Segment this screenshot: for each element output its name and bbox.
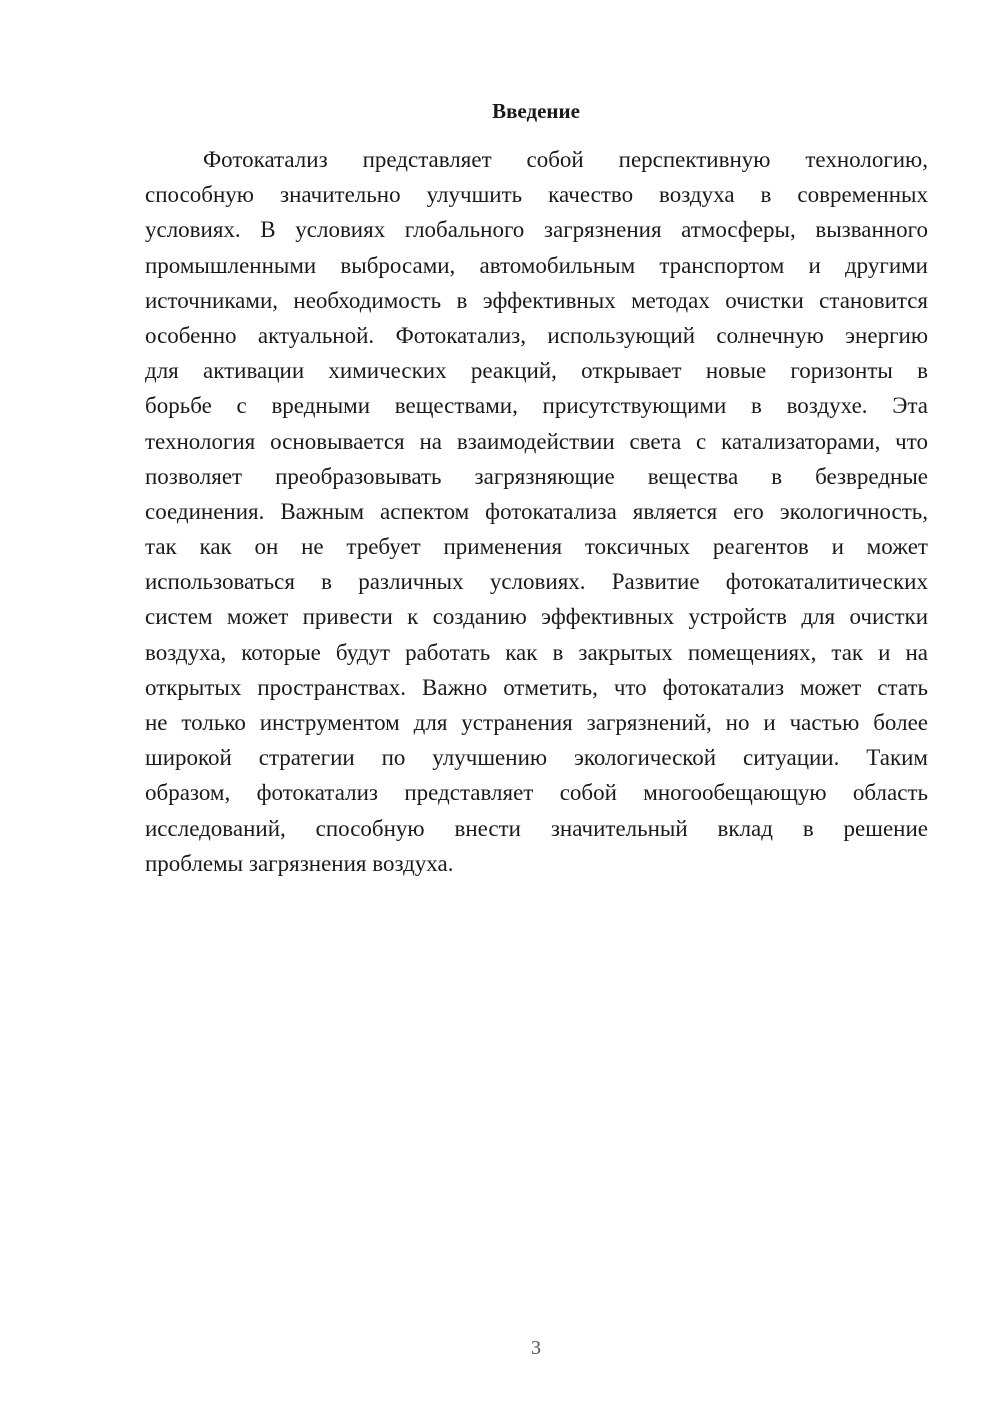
introduction-paragraph	[145, 142, 928, 881]
paragraph-line: не только инструментом для устранения загрязнений, но и частью более	[145, 710, 928, 735]
paragraph-line: борьбе с вредными веществами, присутствующими в воздухе. Эта	[145, 393, 928, 419]
paragraph-line: образом, фотокатализ представляет собой многообещающую область	[145, 780, 928, 806]
paragraph-line: промышленными выбросами, автомобильным транспортом и другими	[145, 252, 928, 278]
paragraph-line: широкой стратегии по улучшению экологической ситуации. Таким	[145, 745, 928, 771]
paragraph-line: особенно актуальной. Фотокатализ, использующий солнечную энергию	[145, 322, 928, 348]
page-number: 3	[531, 1337, 541, 1359]
paragraph-line: соединения. Важным аспектом фотокатализа является его экологичность,	[145, 498, 928, 524]
paragraph-line: проблемы загрязнения воздуха.	[145, 850, 454, 876]
paragraph-line: способную значительно улучшить качество воздуха в современных	[145, 182, 928, 208]
paragraph-line: воздуха, которые будут работать как в закрытых помещениях, так и на	[145, 639, 928, 665]
paragraph-line: условиях. В условиях глобального загрязнения атмосферы, вызванного	[145, 217, 928, 243]
paragraph-line: позволяет преобразовывать загрязняющие вещества в безвредные	[145, 463, 928, 489]
paragraph-line: открытых пространствах. Важно отметить, что фотокатализ может стать	[145, 674, 928, 700]
paragraph-line: исследований, способную внести значительный вклад в решение	[145, 815, 928, 841]
paragraph-line: использоваться в различных условиях. Развитие фотокаталитических	[145, 569, 928, 595]
paragraph-line: источниками, необходимость в эффективных методах очистки становится	[145, 287, 928, 313]
section-heading: Введение	[492, 99, 580, 123]
paragraph-line: технология основывается на взаимодействии света с катализаторами, что	[145, 428, 928, 454]
paragraph-line: систем может привести к созданию эффективных устройств для очистки	[145, 604, 928, 630]
paragraph-line: так как он не требует применения токсичных реагентов и может	[145, 534, 928, 560]
paragraph-line: Фотокатализ представляет собой перспективную технологию,	[203, 147, 928, 172]
paragraph-line: для активации химических реакций, открывает новые горизонты в	[145, 358, 928, 384]
